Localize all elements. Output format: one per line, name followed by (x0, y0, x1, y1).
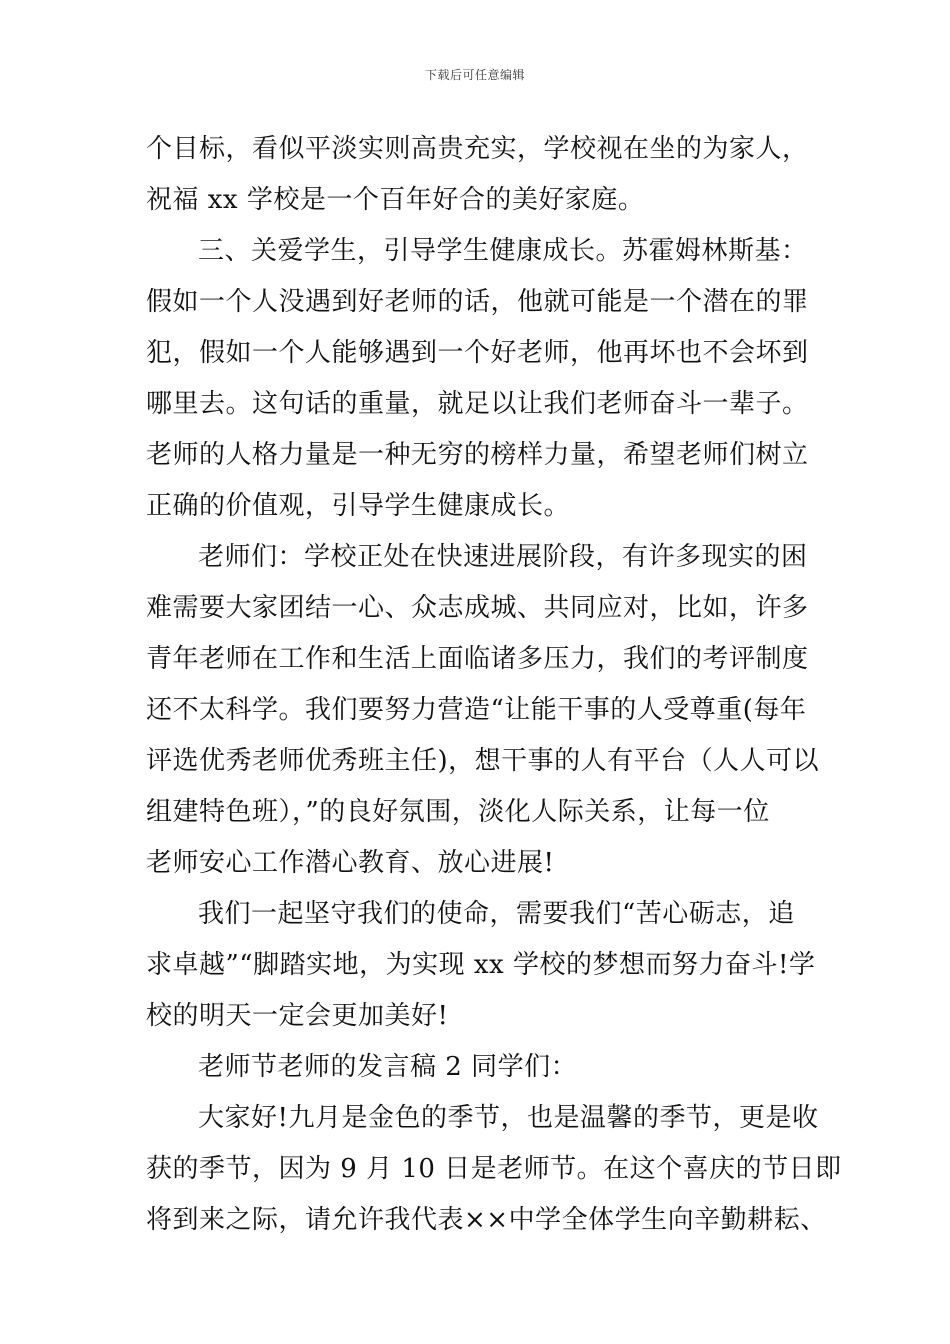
text-line: 个目标，看似平淡实则高贵充实，学校视在坐的为家人， (146, 134, 809, 164)
text-line: 正确的价值观，引导学生健康成长。 (146, 491, 571, 521)
text-line: 评选优秀老师优秀班主任)，想干事的人有平台（人人可以 (146, 746, 820, 776)
text-line: 青年老师在工作和生活上面临诸多压力，我们的考评制度 (146, 644, 809, 674)
text-line: 求卓越”“脚踏实地，为实现 xx 学校的梦想而努力奋斗!学 (146, 950, 816, 980)
text-line: 将到来之际，请允许我代表××中学全体学生向辛勤耕耘、 (146, 1205, 827, 1235)
text-line: 老师的人格力量是一种无穷的榜样力量，希望老师们树立 (146, 440, 809, 470)
text-line: 还不太科学。我们要努力营造“让能干事的人受尊重(每年 (146, 695, 807, 725)
text-line: 校的明天一定会更加美好! (146, 1001, 449, 1031)
text-line: 犯，假如一个人能够遇到一个好老师，他再坏也不会坏到 (146, 338, 809, 368)
text-line: 祝福 xx 学校是一个百年好合的美好家庭。 (146, 185, 645, 215)
text-line: 老师节老师的发言稿 2 同学们： (198, 1052, 578, 1082)
text-line: 老师们：学校正处在快速进展阶段，有许多现实的困 (198, 542, 808, 572)
text-line: 难需要大家团结一心、众志成城、共同应对，比如，许多 (146, 593, 809, 623)
text-line: 哪里去。这句话的重量，就足以让我们老师奋斗一辈子。 (146, 389, 809, 419)
text-line: 大家好!九月是金色的季节，也是温馨的季节，更是收 (198, 1103, 819, 1133)
document-body (146, 124, 842, 1246)
text-line: 组建特色班），”的良好氛围，淡化人际关系，让每一位 (146, 797, 770, 827)
text-line: 获的季节，因为 9 月 10 日是老师节。在这个喜庆的节日即 (146, 1154, 842, 1184)
text-line: 我们一起坚守我们的使命，需要我们“苦心砺志，追 (198, 899, 795, 929)
text-line: 假如一个人没遇到好老师的话，他就可能是一个潜在的罪 (146, 287, 809, 317)
text-line: 三、关爱学生，引导学生健康成长。苏霍姆林斯基： (198, 236, 808, 266)
page-header: 下载后可任意编辑 (424, 68, 525, 82)
text-line: 老师安心工作潜心教育、放心进展! (146, 848, 555, 878)
